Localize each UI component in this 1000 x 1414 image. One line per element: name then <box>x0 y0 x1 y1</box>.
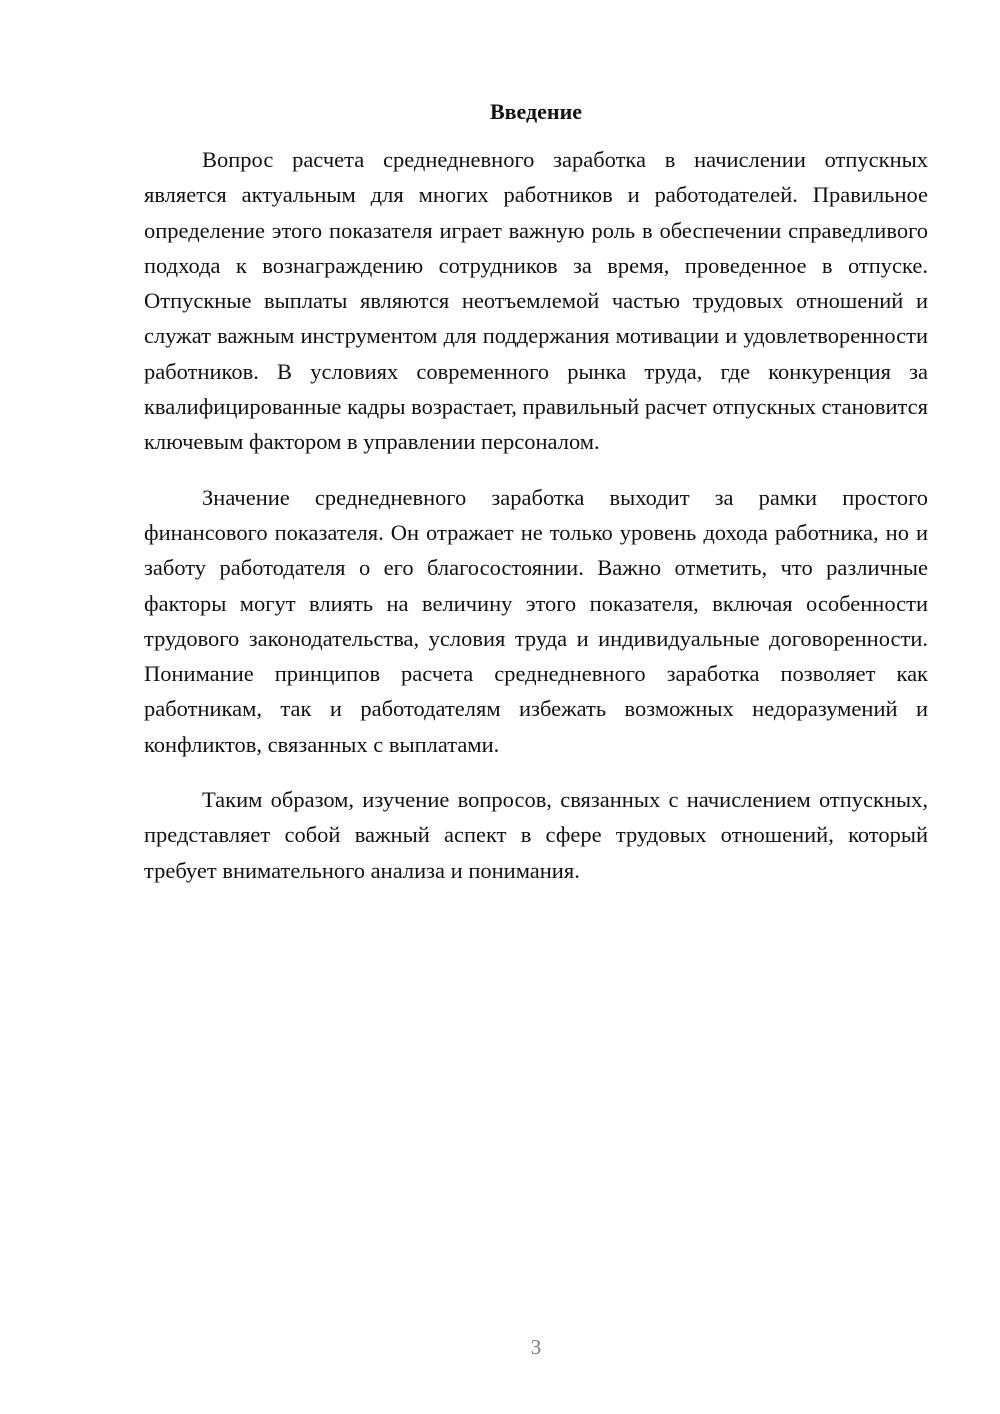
paragraph-1: Вопрос расчета среднедневного заработка в начислении отпускных является актуальным для многих работников и работодателей. Правильное определение этого показателя играет важную роль в обеспечении справедливого подхода к вознаграждению сотрудников за время, проведенное в отпуске. Отпускные выплаты являются неотъемлемой частью трудовых отношений и служат важным инструментом для поддержания мотивации и удовлетворенности работников. В условиях современного рынка труда, где конкуренция за квалифицированные кадры возрастает, правильный расчет отпускных становится ключевым фактором в управлении персоналом. <box>144 147 928 455</box>
paragraph-2: Значение среднедневного заработка выходит за рамки простого финансового показателя. Он отражает не только уровень дохода работника, но и заботу работодателя о его благосостоянии. Важно отметить, что различные факторы могут влиять на величину этого показателя, включая особенности трудового законодательства, условия труда и индивидуальные договоренности. Понимание принципов расчета среднедневного заработка позволяет как работникам, так и работодателям избежать возможных недоразумений и конфликтов, связанных с выплатами. <box>144 484 928 757</box>
paragraph-3: Таким образом, изучение вопросов, связанных с начислением отпускных, представляет собой важный аспект в сфере трудовых отношений, который требует внимательного анализа и понимания. <box>144 787 928 883</box>
body-text <box>144 142 928 888</box>
section-heading: Введение <box>489 99 583 124</box>
page-number: 3 <box>530 1335 542 1359</box>
